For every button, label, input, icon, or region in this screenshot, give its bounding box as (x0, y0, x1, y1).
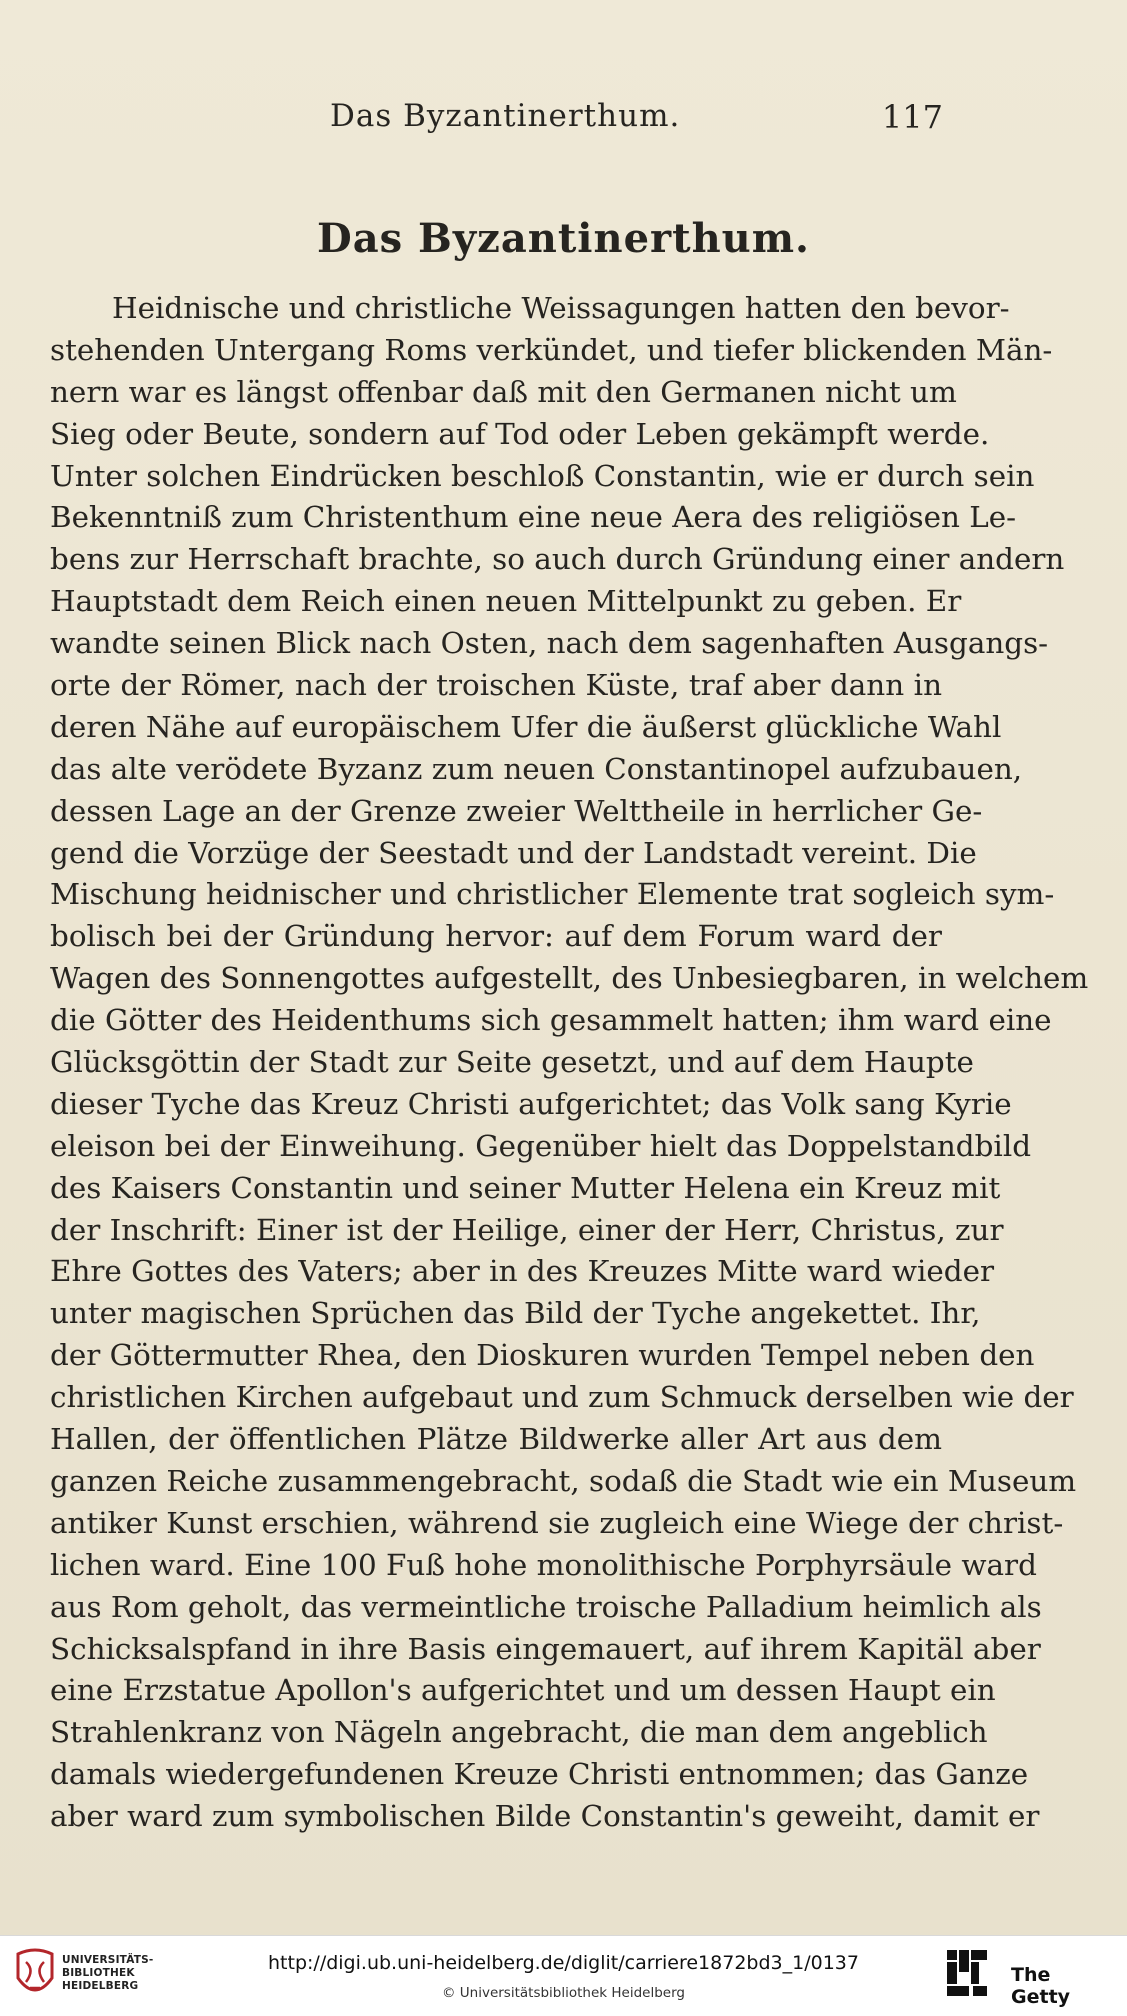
running-head (0, 98, 1127, 142)
text-line: Strahlenkranz von Nägeln angebracht, die man dem angeblich (50, 1715, 988, 1750)
text-line: stehenden Untergang Roms verkündet, und tiefer blickenden Män- (50, 332, 1053, 367)
text-line: Ehre Gottes des Vaters; aber in des Kreuzes Mitte ward wieder (50, 1254, 995, 1289)
text-line: Unter solchen Eindrücken beschloß Constantin, wie er durch sein (50, 458, 1035, 493)
text-line: eine Erzstatue Apollon's aufgerichtet und um dessen Haupt ein (50, 1673, 996, 1708)
getty-logo[interactable] (945, 1948, 1115, 2008)
text-line: damals wiedergefundenen Kreuze Christi entnommen; das Ganze (50, 1757, 1029, 1792)
text-line: Hallen, der öffentlichen Plätze Bildwerke aller Art aus dem (50, 1422, 942, 1457)
text-line: aus Rom geholt, das vermeintliche troische Palladium heimlich als (50, 1589, 1042, 1624)
page-number: 117 (881, 98, 943, 136)
text-line: dieser Tyche das Kreuz Christi aufgerichtet; das Volk sang Kyrie (50, 1086, 1012, 1121)
text-line: das alte verödete Byzanz zum neuen Constantinopel aufzubauen, (50, 751, 1023, 786)
text-line: Wagen des Sonnengottes aufgestellt, des Unbesiegbaren, in welchem (50, 961, 1089, 996)
text-line: Hauptstadt dem Reich einen neuen Mittelpunkt zu geben. Er (50, 584, 962, 619)
text-line: dessen Lage an der Grenze zweier Welttheile in herrlicher Ge- (50, 793, 983, 828)
library-name-line: UNIVERSITÄTS- (62, 1954, 154, 1966)
text-line: nern war es längst offenbar daß mit den Germanen nicht um (50, 374, 957, 409)
source-url-link[interactable]: http://digi.ub.uni-heidelberg.de/diglit/carriere1872bd3_1/0137 (268, 1952, 859, 1974)
text-line: unter magischen Sprüchen das Bild der Tyche angekettet. Ihr, (50, 1296, 981, 1331)
text-line: deren Nähe auf europäischem Ufer die äußerst glückliche Wahl (50, 709, 1002, 744)
text-line: Mischung heidnischer und christlicher Elemente trat sogleich sym- (50, 877, 1055, 912)
body-text (50, 288, 1089, 1838)
text-line: ganzen Reiche zusammengebracht, sodaß die Stadt wie ein Museum (50, 1463, 1077, 1498)
text-line: antiker Kunst erschien, während sie zugleich eine Wiege der christ- (50, 1505, 1064, 1540)
text-line: Sieg oder Beute, sondern auf Tod oder Leben gekämpft werde. (50, 416, 990, 451)
text-line: Heidnische und christliche Weissagungen hatten den bevor- (112, 291, 1010, 325)
text-line: die Götter des Heidenthums sich gesammelt hatten; ihm ward eine (50, 1003, 1052, 1038)
text-line: Schicksalspfand in ihre Basis eingemauert, auf ihrem Kapitäl aber (50, 1631, 1041, 1666)
getty-label: The Getty (1011, 1964, 1071, 2008)
text-line: lichen ward. Eine 100 Fuß hohe monolithische Porphyrsäule ward (50, 1547, 1037, 1582)
text-line: christlichen Kirchen aufgebaut und zum Schmuck derselben wie der (50, 1380, 1074, 1415)
text-line: gend die Vorzüge der Seestadt und der Landstadt vereint. Die (50, 835, 977, 870)
text-line: Bekenntniß zum Christenthum eine neue Aera des religiösen Le- (50, 500, 1017, 535)
running-head-title: Das Byzantinerthum. (330, 98, 681, 134)
chapter-title: Das Byzantinerthum. (317, 215, 810, 262)
text-line: eleison bei der Einweihung. Gegenüber hielt das Doppelstandbild (50, 1128, 1032, 1163)
getty-mark-icon (945, 1948, 991, 2000)
library-name-line: BIBLIOTHEK (62, 1967, 135, 1979)
text-line: orte der Römer, nach der troischen Küste, traf aber dann in (50, 668, 942, 703)
text-line: bens zur Herrschaft brachte, so auch durch Gründung einer andern (50, 542, 1065, 577)
library-name-line: HEIDELBERG (62, 1980, 139, 1992)
text-line: aber ward zum symbolischen Bilde Constantin's geweiht, damit er (50, 1799, 1040, 1834)
text-line: bolisch bei der Gründung hervor: auf dem Forum ward der (50, 919, 942, 954)
text-line: der Inschrift: Einer ist der Heilige, einer der Herr, Christus, zur (50, 1212, 1004, 1247)
text-line: Glücksgöttin der Stadt zur Seite gesetzt, und auf dem Haupte (50, 1045, 974, 1080)
text-line: wandte seinen Blick nach Osten, nach dem sagenhaften Ausgangs- (50, 626, 1049, 661)
copyright-notice: © Universitätsbibliothek Heidelberg (441, 1985, 685, 2001)
text-line: des Kaisers Constantin und seiner Mutter Helena ein Kreuz mit (50, 1170, 1001, 1205)
text-line: der Göttermutter Rhea, den Dioskuren wurden Tempel neben den (50, 1338, 1035, 1373)
footer-bar (0, 1935, 1127, 2016)
